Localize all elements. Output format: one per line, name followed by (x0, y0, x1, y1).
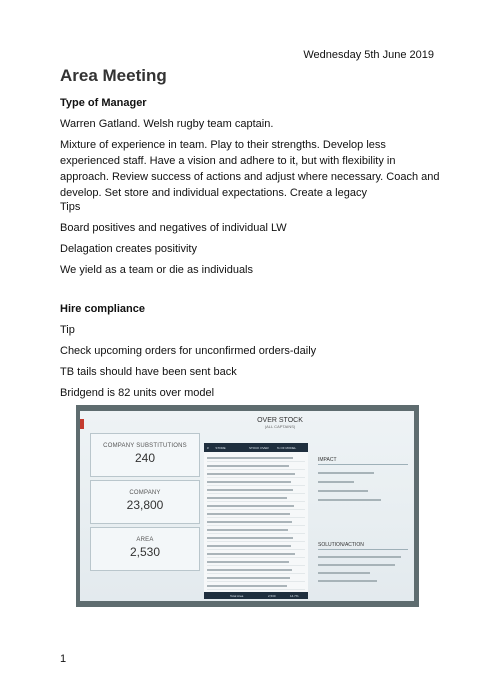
table-row (207, 518, 305, 526)
total-value: 2,530 (268, 593, 276, 598)
table-header-cell: # (207, 445, 209, 450)
hire-note: Bridgend is 82 units over model (60, 387, 215, 399)
table-header-cell: STORE (215, 445, 226, 450)
table-row (207, 582, 305, 590)
table-row (207, 526, 305, 534)
table-row (207, 494, 305, 502)
kpi-value: 2,530 (129, 545, 161, 559)
tip-item: Delagation creates positivity (60, 243, 197, 255)
table-rows (204, 452, 308, 600)
kpi-card (90, 527, 200, 571)
table-row (207, 470, 305, 478)
hire-note: TB tails should have been sent back (60, 366, 237, 378)
table-row (207, 566, 305, 574)
impact-line (318, 499, 381, 501)
table-row (207, 454, 305, 462)
table-header-cell: STOCK OVER (249, 445, 269, 450)
tip-item: Board positives and negatives of individual LW (60, 222, 287, 234)
table-row (207, 502, 305, 510)
tip-label: Tip (60, 324, 75, 336)
section-heading-hire-compliance: Hire compliance (60, 303, 145, 315)
overstock-subtitle: (ALL CAPTAINS) (264, 424, 296, 429)
table-row (207, 550, 305, 558)
impact-line (318, 472, 374, 474)
kpi-label: AREA (136, 537, 154, 543)
overstock-header (230, 417, 330, 429)
impact-label: IMPACT (318, 457, 408, 465)
table-row (207, 534, 305, 542)
section-heading-type-of-manager: Type of Manager (60, 97, 147, 109)
total-label: Total Area (230, 593, 244, 598)
table-row (207, 486, 305, 494)
solution-line (318, 580, 377, 582)
table-row (207, 478, 305, 486)
page-title: Area Meeting (60, 66, 167, 85)
impact-line (318, 490, 368, 492)
kpi-label: COMPANY SUBSTITUTIONS (103, 443, 187, 449)
table-row (207, 510, 305, 518)
hire-note: Check upcoming orders for unconfirmed orders-daily (60, 345, 317, 357)
impact-section (318, 457, 408, 501)
kpi-value: 23,800 (126, 498, 164, 512)
manager-example: Warren Gatland. Welsh rugby team captain. (60, 118, 274, 130)
page-number: 1 (60, 653, 67, 665)
kpi-value: 240 (134, 451, 156, 465)
table-row (207, 542, 305, 550)
dashboard-photo (76, 405, 419, 607)
solution-line (318, 556, 401, 558)
table-row (207, 574, 305, 582)
impact-line (318, 481, 354, 483)
kpi-card (90, 480, 200, 524)
date-line: Wednesday 5th June 2019 (303, 49, 434, 61)
overstock-table (204, 443, 308, 599)
table-row (207, 558, 305, 566)
solution-line (318, 572, 370, 574)
kpi-card (90, 433, 200, 477)
table-header (204, 443, 308, 452)
manager-description: Mixture of experience in team. Play to their strengths. Develop less experienced staff. Have a vision and adhere to it, but with flexibility in approach. Review success of actions and adjust where necessary. Coach and develop. Set store and individual expectations. Create a legacy (60, 139, 440, 199)
red-marker (80, 419, 84, 429)
solution-line (318, 564, 395, 566)
solution-label: SOLUTION/ACTION (318, 542, 408, 550)
total-pct: 14.7% (290, 593, 299, 598)
tips-label: Tips (60, 201, 81, 213)
dashboard-screen (80, 411, 414, 601)
solution-section (318, 542, 408, 582)
overstock-title: OVER STOCK (257, 417, 303, 424)
table-header-cell: % OF MODEL (277, 445, 297, 450)
table-total-row (204, 592, 308, 599)
table-row (207, 462, 305, 470)
tip-item: We yield as a team or die as individuals (60, 264, 254, 276)
kpi-label: COMPANY (129, 490, 161, 496)
